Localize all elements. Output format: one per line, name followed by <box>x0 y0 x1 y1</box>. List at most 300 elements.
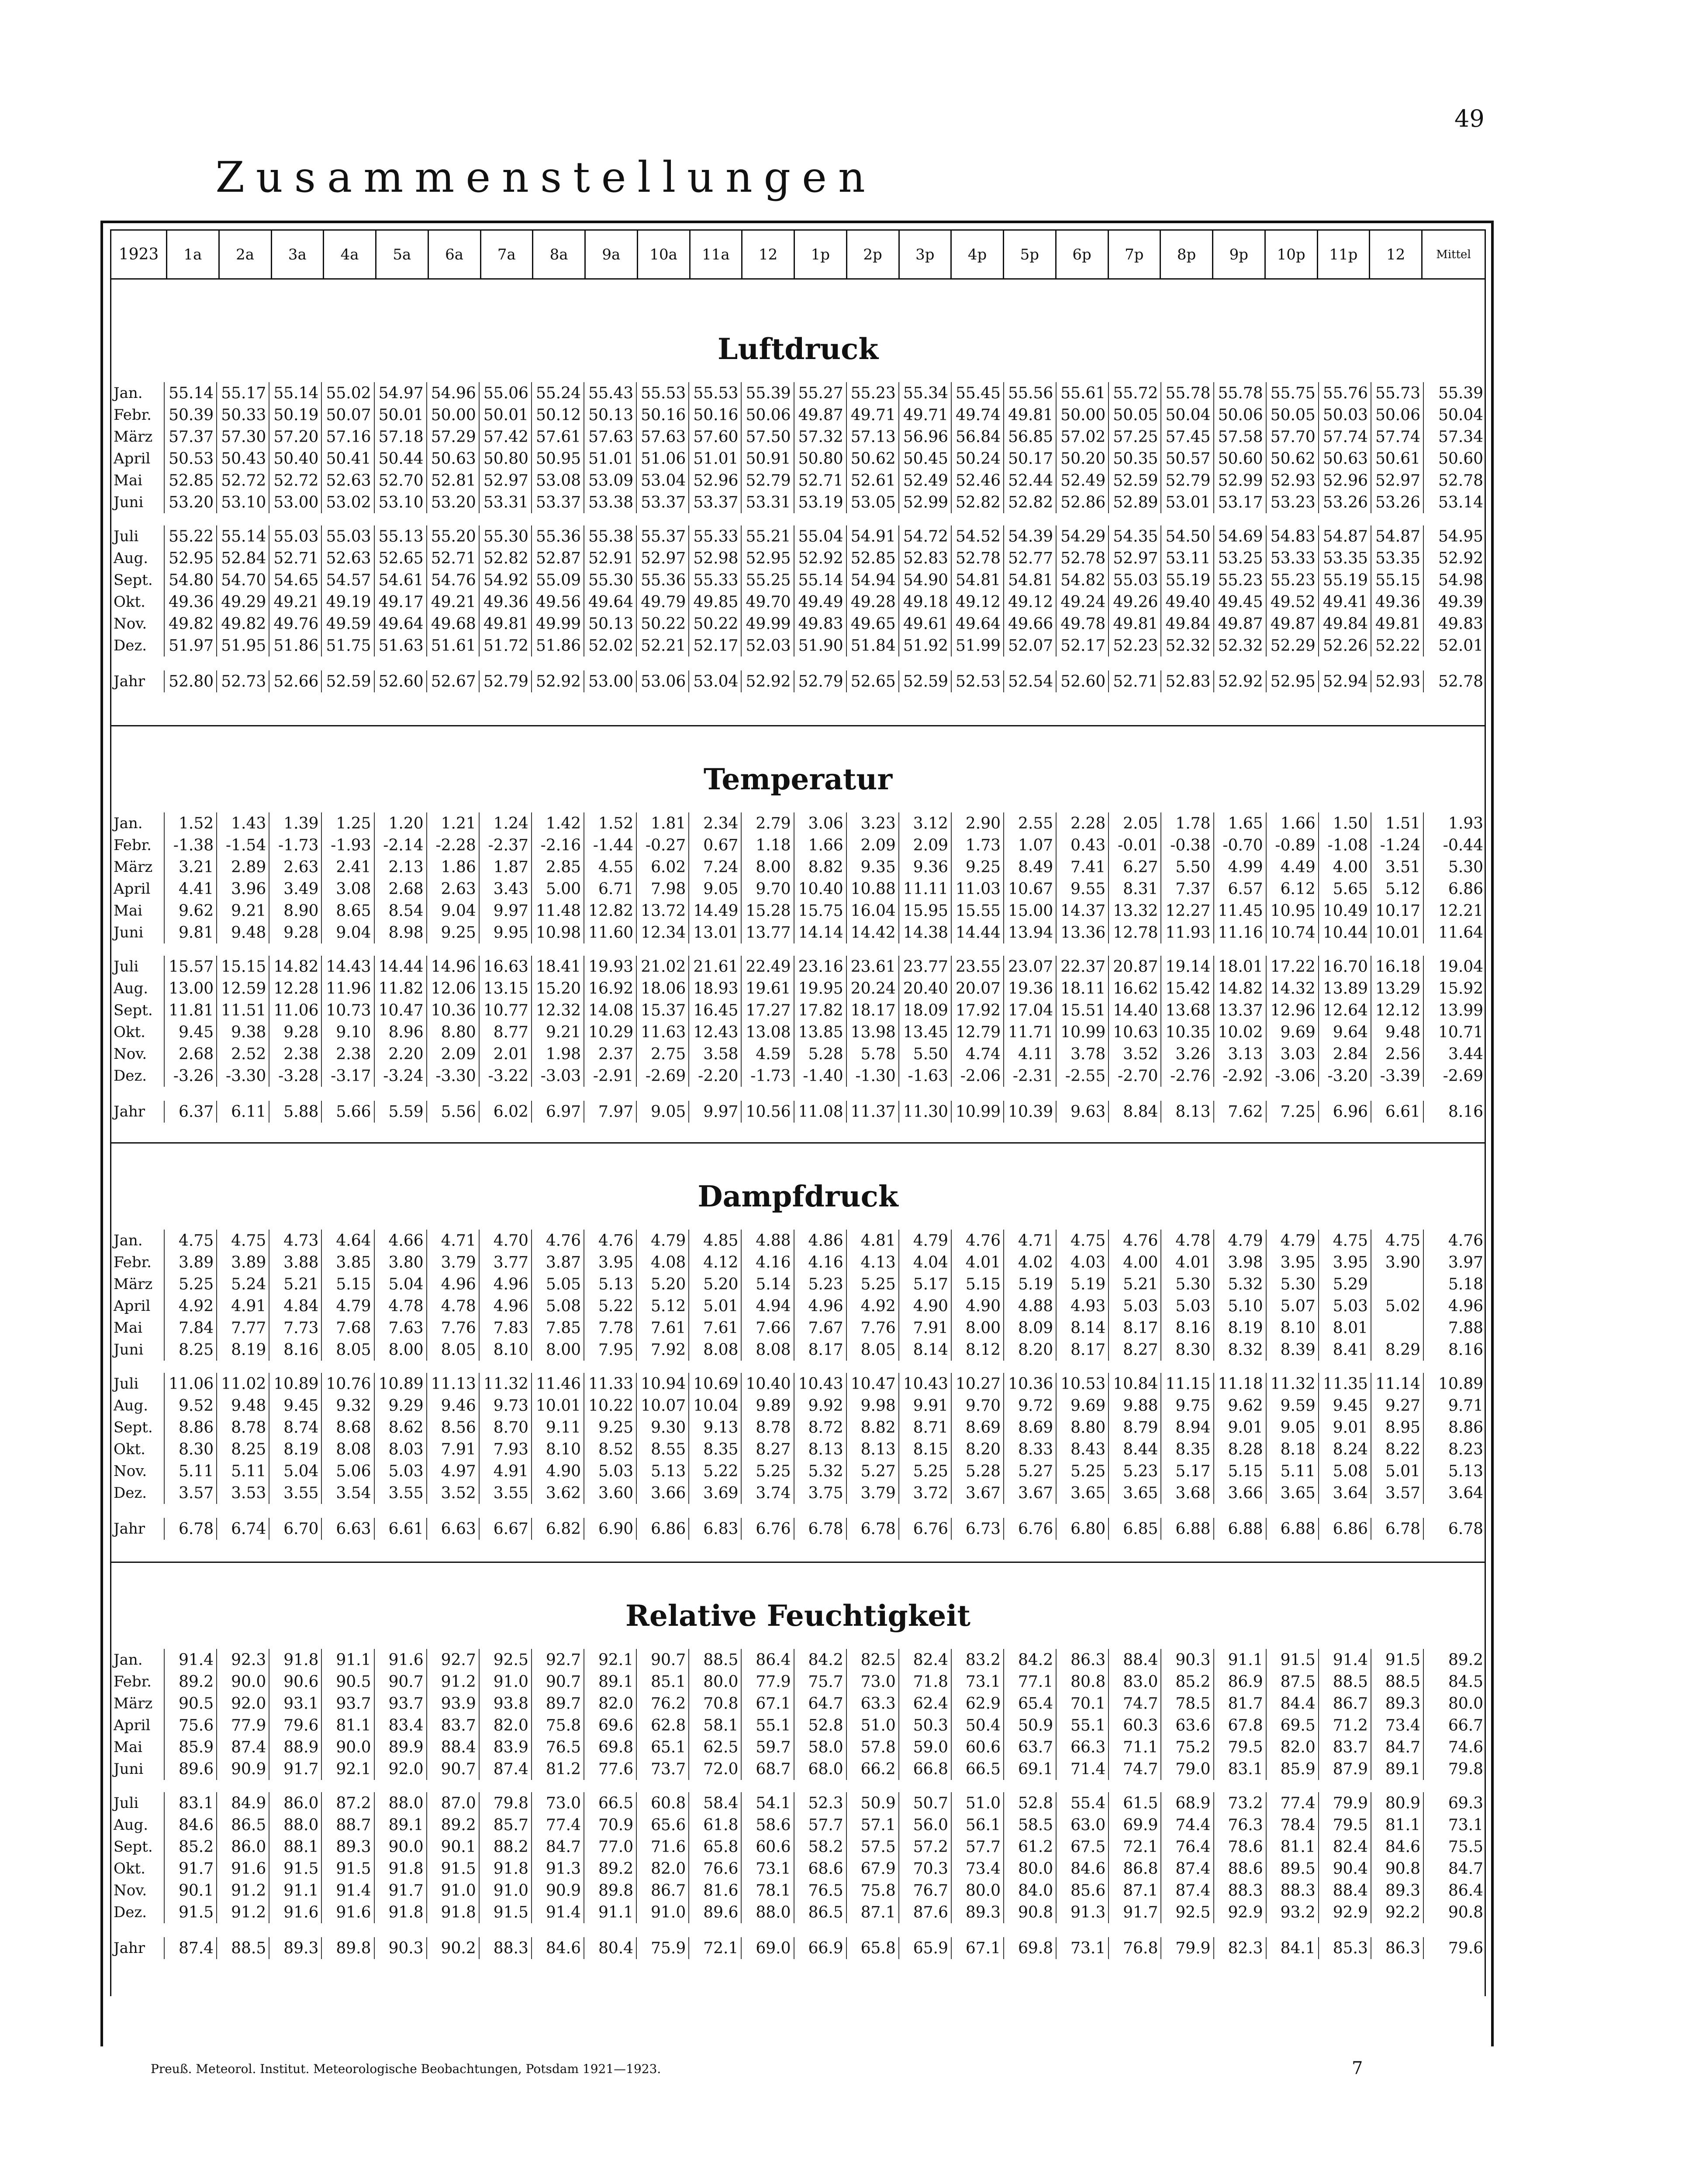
value-cell: 9.48 <box>217 922 269 943</box>
value-cell: 75.7 <box>794 1671 847 1693</box>
value-cell: 4.96 <box>794 1295 847 1317</box>
table-row <box>110 1295 1486 1317</box>
value-cell: 60.6 <box>742 1836 794 1858</box>
row-label: Nov. <box>110 1880 165 1901</box>
table-row <box>110 404 1486 426</box>
mean-cell: 75.5 <box>1448 1838 1483 1856</box>
table-row <box>110 1814 1486 1836</box>
data-grid <box>110 1230 1486 1540</box>
value-cell: 88.5 <box>1371 1671 1424 1693</box>
table-row <box>110 1836 1486 1858</box>
value-cell: 91.3 <box>1057 1901 1109 1923</box>
value-cell: 1.18 <box>742 834 794 856</box>
value-cell: 5.23 <box>794 1273 847 1295</box>
value-cell: 1.25 <box>322 812 374 834</box>
value-cell: 57.74 <box>1371 426 1424 448</box>
header-hour: 5p <box>1004 231 1057 278</box>
value-cell: 4.78 <box>375 1295 427 1317</box>
table-row <box>110 569 1486 591</box>
value-cell: 91.1 <box>584 1901 637 1923</box>
value-cell: 9.38 <box>217 1021 269 1043</box>
value-cell: 3.55 <box>480 1482 532 1504</box>
value-cell: 9.73 <box>480 1395 532 1417</box>
header-year: 1923 <box>111 231 167 278</box>
value-cell: 81.2 <box>532 1758 584 1780</box>
value-cell: 3.95 <box>1319 1251 1371 1273</box>
row-label: Mai <box>110 1736 165 1758</box>
value-cell: 84.6 <box>532 1937 584 1959</box>
value-cell: 49.85 <box>689 591 742 613</box>
value-cell: 5.21 <box>1109 1273 1161 1295</box>
value-cell: 77.6 <box>584 1758 637 1780</box>
table-row <box>110 1482 1486 1504</box>
value-cell: 74.7 <box>1109 1758 1161 1780</box>
value-cell: 68.9 <box>1161 1792 1214 1814</box>
value-cell: 2.38 <box>269 1043 322 1065</box>
value-cell: 2.56 <box>1371 1043 1424 1065</box>
value-cell: 5.56 <box>427 1101 480 1123</box>
value-cell: 1.52 <box>584 812 637 834</box>
value-cell: 11.14 <box>1371 1373 1424 1395</box>
value-cell: 2.41 <box>322 856 374 878</box>
value-cell: 52.8 <box>794 1714 847 1736</box>
value-cell: 84.7 <box>532 1836 584 1858</box>
table-row <box>110 613 1486 635</box>
value-cell: 53.01 <box>1161 491 1214 513</box>
value-cell: 10.73 <box>322 999 374 1021</box>
value-cell: 14.44 <box>952 922 1004 943</box>
value-cell: 55.75 <box>1267 382 1319 404</box>
value-cell: -2.69 <box>637 1065 689 1087</box>
value-cell: 92.7 <box>427 1649 480 1671</box>
value-cell: 80.0 <box>689 1671 742 1693</box>
value-cell: 13.68 <box>1161 999 1214 1021</box>
value-cell: -3.06 <box>1267 1065 1319 1087</box>
value-cell: 82.0 <box>584 1693 637 1714</box>
value-cell: 8.52 <box>584 1438 637 1460</box>
value-cell: 8.27 <box>1109 1339 1161 1361</box>
value-cell: 52.82 <box>1004 491 1057 513</box>
value-cell: 57.2 <box>899 1836 952 1858</box>
value-cell: 9.48 <box>217 1395 269 1417</box>
value-cell: 90.8 <box>1371 1858 1424 1880</box>
value-cell: -3.17 <box>322 1065 374 1087</box>
value-cell: 8.14 <box>1057 1317 1109 1339</box>
value-cell: 7.66 <box>742 1317 794 1339</box>
value-cell: 79.9 <box>1161 1937 1214 1959</box>
value-cell: 54.39 <box>1004 525 1057 547</box>
value-cell: -2.76 <box>1161 1065 1214 1087</box>
value-cell: 57.60 <box>689 426 742 448</box>
value-cell: -1.38 <box>165 834 217 856</box>
value-cell: 87.2 <box>322 1792 374 1814</box>
value-cell: 11.71 <box>1004 1021 1057 1043</box>
data-grid <box>110 1649 1486 1959</box>
value-cell: 49.65 <box>847 613 899 635</box>
value-cell: 9.30 <box>637 1417 689 1438</box>
value-cell: 52.84 <box>217 547 269 569</box>
value-cell: 9.97 <box>689 1101 742 1123</box>
value-cell <box>1371 1317 1424 1339</box>
value-cell: 55.17 <box>217 382 269 404</box>
value-cell: 82.4 <box>1319 1836 1371 1858</box>
mean-cell: 7.88 <box>1448 1319 1483 1337</box>
value-cell: 76.3 <box>1214 1814 1267 1836</box>
value-cell: 54.90 <box>899 569 952 591</box>
value-cell: 50.20 <box>1057 448 1109 470</box>
value-cell: -2.20 <box>689 1065 742 1087</box>
value-cell: 58.6 <box>742 1814 794 1836</box>
value-cell: 55.36 <box>637 569 689 591</box>
value-cell: 4.71 <box>1004 1230 1057 1251</box>
mean-cell: 79.6 <box>1448 1939 1483 1957</box>
value-cell: 4.41 <box>165 878 217 900</box>
value-cell: 85.9 <box>1267 1758 1319 1780</box>
value-cell: 74.4 <box>1161 1814 1214 1836</box>
value-cell: 88.0 <box>375 1792 427 1814</box>
value-cell: 3.60 <box>584 1482 637 1504</box>
value-cell: 71.4 <box>1057 1758 1109 1780</box>
row-label: Sept. <box>110 569 165 591</box>
value-cell: 8.08 <box>322 1438 374 1460</box>
value-cell: 14.82 <box>269 956 322 978</box>
value-cell: 17.92 <box>952 999 1004 1021</box>
table-row <box>110 1671 1486 1693</box>
value-cell: 52.67 <box>427 670 480 692</box>
value-cell: 6.71 <box>584 878 637 900</box>
value-cell: 8.18 <box>1267 1438 1319 1460</box>
data-grid <box>110 382 1486 692</box>
value-cell: 13.15 <box>480 978 532 999</box>
value-cell: 9.25 <box>952 856 1004 878</box>
mean-cell: 54.98 <box>1438 571 1483 589</box>
value-cell: 70.8 <box>689 1693 742 1714</box>
value-cell: 4.85 <box>689 1230 742 1251</box>
value-cell: 5.50 <box>1161 856 1214 878</box>
value-cell: 91.5 <box>269 1858 322 1880</box>
value-cell: 6.27 <box>1109 856 1161 878</box>
mean-cell: 13.99 <box>1438 1001 1483 1019</box>
value-cell: 52.29 <box>1267 635 1319 657</box>
value-cell: 49.59 <box>322 613 374 635</box>
value-cell: 52.98 <box>689 547 742 569</box>
table-row <box>110 1880 1486 1901</box>
value-cell: 11.82 <box>375 978 427 999</box>
data-grid <box>110 812 1486 1123</box>
value-cell: 10.95 <box>1267 900 1319 922</box>
row-label: Jahr <box>110 1518 165 1540</box>
value-cell: 49.82 <box>217 613 269 635</box>
value-cell: -2.91 <box>584 1065 637 1087</box>
value-cell: 6.78 <box>1371 1518 1424 1540</box>
value-cell: 70.1 <box>1057 1693 1109 1714</box>
value-cell: 2.63 <box>427 878 480 900</box>
value-cell: 10.22 <box>584 1395 637 1417</box>
value-cell: -2.06 <box>952 1065 1004 1087</box>
value-cell: 14.96 <box>427 956 480 978</box>
value-cell: 87.4 <box>1161 1858 1214 1880</box>
value-cell: 54.61 <box>375 569 427 591</box>
value-cell: 8.00 <box>952 1317 1004 1339</box>
value-cell: 1.65 <box>1214 812 1267 834</box>
value-cell: 10.69 <box>689 1373 742 1395</box>
value-cell: 49.26 <box>1109 591 1161 613</box>
value-cell: 9.45 <box>1319 1395 1371 1417</box>
value-cell: 4.88 <box>742 1230 794 1251</box>
value-cell: 72.0 <box>689 1758 742 1780</box>
value-cell: 50.06 <box>1371 404 1424 426</box>
value-cell: 5.15 <box>322 1273 374 1295</box>
value-cell: 9.46 <box>427 1395 480 1417</box>
value-cell: 49.45 <box>1214 591 1267 613</box>
value-cell: 3.95 <box>584 1251 637 1273</box>
value-cell: 11.32 <box>1267 1373 1319 1395</box>
value-cell: 8.05 <box>322 1339 374 1361</box>
value-cell: 2.75 <box>637 1043 689 1065</box>
value-cell: 91.5 <box>322 1858 374 1880</box>
mean-cell: 6.86 <box>1448 880 1483 898</box>
row-label: Febr. <box>110 1671 165 1693</box>
value-cell: 55.33 <box>689 569 742 591</box>
value-cell: 91.2 <box>217 1901 269 1923</box>
value-cell: 18.09 <box>899 999 952 1021</box>
value-cell: 49.81 <box>1004 404 1057 426</box>
row-label: Febr. <box>110 834 165 856</box>
value-cell: 6.67 <box>480 1518 532 1540</box>
value-cell: 53.09 <box>584 470 637 491</box>
value-cell: 8.14 <box>899 1339 952 1361</box>
value-cell: 3.26 <box>1161 1043 1214 1065</box>
value-cell: 50.07 <box>322 404 374 426</box>
value-cell: 53.23 <box>1267 491 1319 513</box>
value-cell: 9.70 <box>952 1395 1004 1417</box>
table-row <box>110 1021 1486 1043</box>
value-cell: 1.81 <box>637 812 689 834</box>
value-cell: 52.73 <box>217 670 269 692</box>
value-cell: 4.88 <box>1004 1295 1057 1317</box>
value-cell: 87.1 <box>1109 1880 1161 1901</box>
value-cell: 57.29 <box>427 426 480 448</box>
value-cell: 4.78 <box>427 1295 480 1317</box>
value-cell: 83.4 <box>375 1714 427 1736</box>
value-cell: 87.4 <box>1161 1880 1214 1901</box>
value-cell: 7.67 <box>794 1317 847 1339</box>
value-cell: 52.60 <box>375 670 427 692</box>
value-cell: 10.44 <box>1319 922 1371 943</box>
value-cell: 79.6 <box>269 1714 322 1736</box>
value-cell: 8.19 <box>217 1339 269 1361</box>
table-row <box>110 1693 1486 1714</box>
value-cell: 73.2 <box>1214 1792 1267 1814</box>
value-cell: 11.37 <box>847 1101 899 1123</box>
value-cell: 93.2 <box>1267 1901 1319 1923</box>
value-cell: 3.78 <box>1057 1043 1109 1065</box>
value-cell: 90.5 <box>322 1671 374 1693</box>
value-cell: 11.48 <box>532 900 584 922</box>
value-cell: 8.49 <box>1004 856 1057 878</box>
value-cell: 8.24 <box>1319 1438 1371 1460</box>
value-cell: 6.74 <box>217 1518 269 1540</box>
value-cell: 92.9 <box>1214 1901 1267 1923</box>
value-cell: 5.06 <box>322 1460 374 1482</box>
header-hour: 7a <box>481 231 534 278</box>
value-cell: 89.1 <box>1371 1758 1424 1780</box>
value-cell: 5.08 <box>532 1295 584 1317</box>
value-cell: 87.1 <box>847 1901 899 1923</box>
value-cell: 55.15 <box>1371 569 1424 591</box>
value-cell: 90.1 <box>427 1836 480 1858</box>
value-cell: 8.80 <box>1057 1417 1109 1438</box>
value-cell: 9.05 <box>1267 1417 1319 1438</box>
value-cell: 52.8 <box>1004 1792 1057 1814</box>
value-cell: -3.30 <box>427 1065 480 1087</box>
value-cell: 90.0 <box>375 1836 427 1858</box>
value-cell: 17.04 <box>1004 999 1057 1021</box>
value-cell: 57.8 <box>847 1736 899 1758</box>
value-cell: 82.0 <box>637 1858 689 1880</box>
value-cell: 8.10 <box>1267 1317 1319 1339</box>
value-cell: 3.89 <box>217 1251 269 1273</box>
value-cell: 10.01 <box>1371 922 1424 943</box>
value-cell: 55.76 <box>1319 382 1371 404</box>
value-cell: 8.17 <box>1057 1339 1109 1361</box>
value-cell: -3.03 <box>532 1065 584 1087</box>
value-cell: 54.65 <box>269 569 322 591</box>
value-cell: 3.67 <box>1004 1482 1057 1504</box>
value-cell: 54.72 <box>899 525 952 547</box>
value-cell: 57.74 <box>1319 426 1371 448</box>
value-cell: 15.95 <box>899 900 952 922</box>
value-cell: 65.1 <box>637 1736 689 1758</box>
hour-header-row <box>110 229 1486 280</box>
value-cell: 51.0 <box>847 1714 899 1736</box>
value-cell: 91.3 <box>532 1858 584 1880</box>
value-cell: 8.05 <box>427 1339 480 1361</box>
value-cell: -1.44 <box>584 834 637 856</box>
value-cell: 60.8 <box>637 1792 689 1814</box>
value-cell: 50.22 <box>689 613 742 635</box>
value-cell: 50.13 <box>584 404 637 426</box>
value-cell: 50.41 <box>322 448 374 470</box>
value-cell: 50.35 <box>1109 448 1161 470</box>
value-cell: 85.3 <box>1319 1937 1371 1959</box>
mean-cell: 4.76 <box>1448 1231 1483 1250</box>
value-cell: 5.20 <box>637 1273 689 1295</box>
mean-cell: 90.8 <box>1448 1903 1483 1921</box>
value-cell: 9.81 <box>165 922 217 943</box>
value-cell: 15.15 <box>217 956 269 978</box>
value-cell: 9.62 <box>1214 1395 1267 1417</box>
value-cell: 3.65 <box>1109 1482 1161 1504</box>
value-cell: 51.86 <box>532 635 584 657</box>
value-cell: 4.91 <box>217 1295 269 1317</box>
value-cell: 73.0 <box>532 1792 584 1814</box>
value-cell: 49.36 <box>1371 591 1424 613</box>
value-cell: 50.57 <box>1161 448 1214 470</box>
value-cell: 16.70 <box>1319 956 1371 978</box>
value-cell: 7.62 <box>1214 1101 1267 1123</box>
value-cell: 2.28 <box>1057 812 1109 834</box>
value-cell: 52.53 <box>952 670 1004 692</box>
value-cell: 4.59 <box>742 1043 794 1065</box>
value-cell: 49.84 <box>1161 613 1214 635</box>
mean-cell: 9.71 <box>1448 1396 1483 1415</box>
value-cell: 59.0 <box>899 1736 952 1758</box>
value-cell: 6.78 <box>847 1518 899 1540</box>
value-cell: 10.76 <box>322 1373 374 1395</box>
value-cell: 9.25 <box>584 1417 637 1438</box>
value-cell: 85.7 <box>480 1814 532 1836</box>
value-cell: 76.2 <box>637 1693 689 1714</box>
value-cell: 90.5 <box>165 1693 217 1714</box>
row-label: März <box>110 856 165 878</box>
value-cell: 50.63 <box>1319 448 1371 470</box>
value-cell: 8.13 <box>794 1438 847 1460</box>
value-cell: -2.37 <box>480 834 532 856</box>
value-cell: 12.79 <box>952 1021 1004 1043</box>
value-cell: 6.90 <box>584 1518 637 1540</box>
value-cell: 19.14 <box>1161 956 1214 978</box>
value-cell: 49.24 <box>1057 591 1109 613</box>
value-cell: 5.15 <box>952 1273 1004 1295</box>
value-cell: 5.88 <box>269 1101 322 1123</box>
mean-cell: 79.8 <box>1448 1760 1483 1778</box>
value-cell: 3.72 <box>899 1482 952 1504</box>
value-cell: 8.28 <box>1214 1438 1267 1460</box>
value-cell: 91.6 <box>375 1649 427 1671</box>
value-cell: 5.15 <box>1214 1460 1267 1482</box>
value-cell: 51.75 <box>322 635 374 657</box>
value-cell: 93.1 <box>269 1693 322 1714</box>
mean-cell: 69.3 <box>1448 1794 1483 1812</box>
value-cell: 4.94 <box>742 1295 794 1317</box>
value-cell: 7.83 <box>480 1317 532 1339</box>
value-cell: 69.1 <box>1004 1758 1057 1780</box>
value-cell: 10.35 <box>1161 1021 1214 1043</box>
value-cell: 52.92 <box>794 547 847 569</box>
value-cell: 16.63 <box>480 956 532 978</box>
value-cell: 23.61 <box>847 956 899 978</box>
value-cell: 4.96 <box>480 1295 532 1317</box>
row-label: Okt. <box>110 1438 165 1460</box>
value-cell: 7.78 <box>584 1317 637 1339</box>
value-cell: 6.73 <box>952 1518 1004 1540</box>
value-cell: 2.01 <box>480 1043 532 1065</box>
value-cell: 8.44 <box>1109 1438 1161 1460</box>
value-cell: 91.7 <box>269 1758 322 1780</box>
value-cell: 86.0 <box>217 1836 269 1858</box>
value-cell: 9.75 <box>1161 1395 1214 1417</box>
value-cell: 7.63 <box>375 1317 427 1339</box>
value-cell: 2.09 <box>427 1043 480 1065</box>
row-label: Juli <box>110 525 165 547</box>
table-row <box>110 900 1486 922</box>
value-cell: 19.61 <box>742 978 794 999</box>
value-cell: 50.9 <box>1004 1714 1057 1736</box>
value-cell: 49.71 <box>899 404 952 426</box>
value-cell: 6.12 <box>1267 878 1319 900</box>
value-cell: 55.13 <box>375 525 427 547</box>
value-cell: 5.03 <box>1109 1295 1161 1317</box>
value-cell: 8.82 <box>847 1417 899 1438</box>
value-cell: -3.22 <box>480 1065 532 1087</box>
row-label: Juli <box>110 956 165 978</box>
value-cell: 75.6 <box>165 1714 217 1736</box>
value-cell: 1.73 <box>952 834 1004 856</box>
value-cell: 61.5 <box>1109 1792 1161 1814</box>
value-cell: 52.94 <box>1319 670 1371 692</box>
value-cell: 53.19 <box>794 491 847 513</box>
